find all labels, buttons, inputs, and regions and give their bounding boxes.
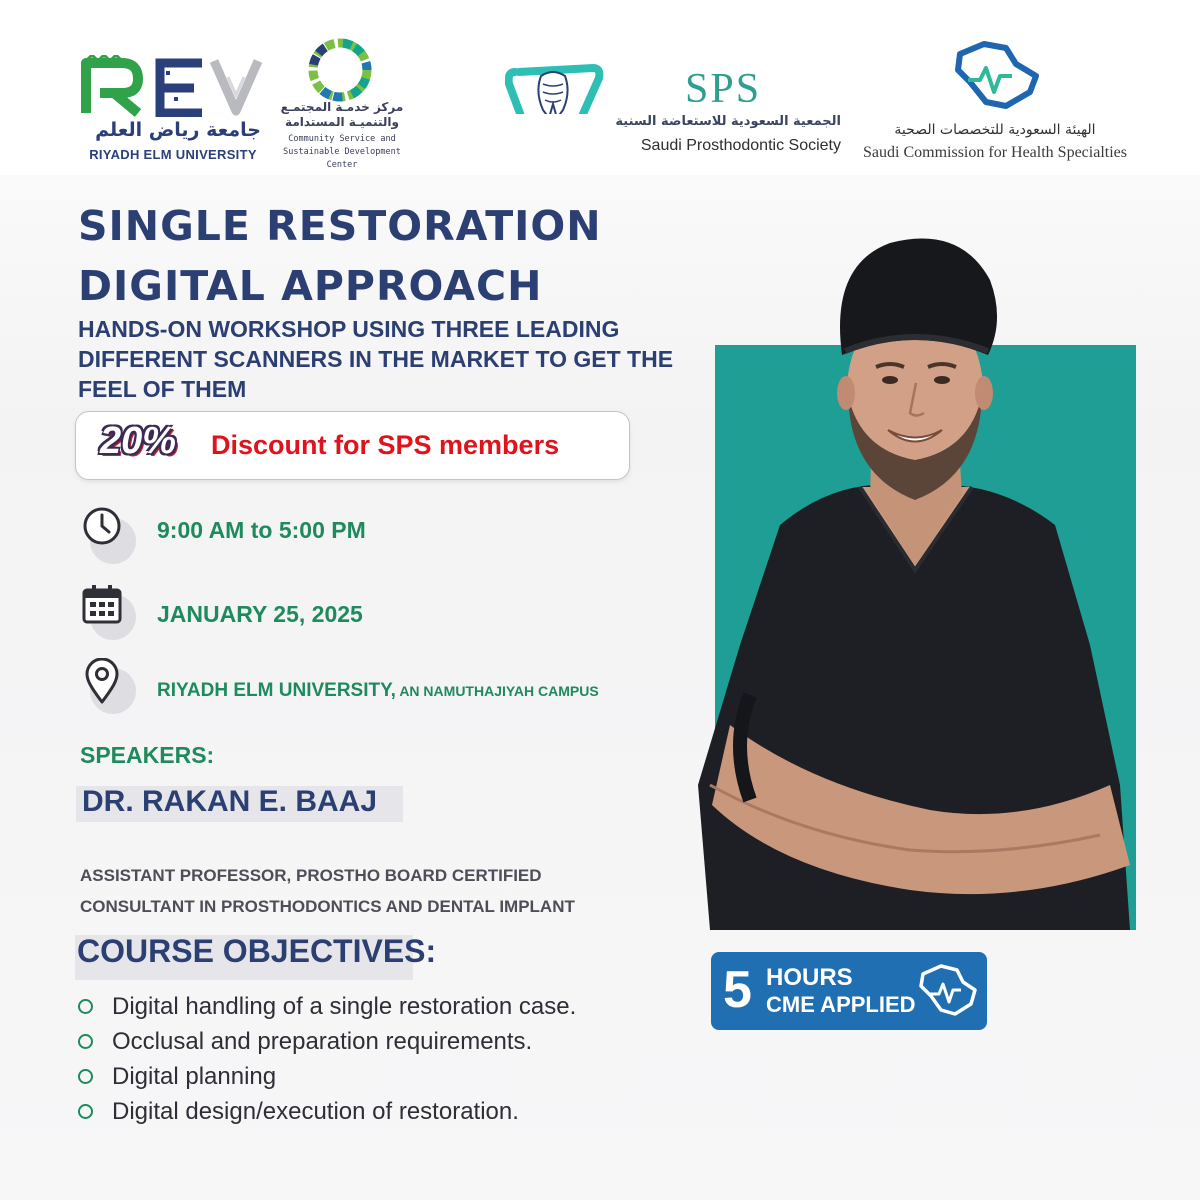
list-item <box>75 1095 576 1130</box>
riyadh-elm-university-logo <box>78 55 268 165</box>
discount-banner <box>75 411 630 480</box>
community-service-center-logo <box>272 38 412 168</box>
bullet-circle-icon <box>78 1034 93 1049</box>
sps-english-name: Saudi Prosthodontic Society <box>640 137 841 154</box>
sps-arabic-name: الجمعية السعودية للاستعاضة السنية <box>615 114 841 129</box>
csdc-english-line-2: Sustainable Development Center <box>283 147 401 170</box>
objective-text: Digital design/execution of restoration. <box>112 1098 519 1125</box>
objective-text: Digital handling of a single restoration case. <box>112 993 577 1020</box>
speaker-photo <box>690 225 1145 930</box>
scfhs-logo <box>850 40 1145 170</box>
csdc-arabic-line-2: والتنميـة المستدامة <box>285 115 399 129</box>
list-item <box>75 1060 576 1095</box>
rev-arabic-name: جامعة رياض العلم <box>95 119 261 141</box>
csdc-english-name <box>272 133 412 172</box>
location-campus: AN NAMUTHAJIYAH CAMPUS <box>395 683 599 699</box>
page-title <box>78 196 698 316</box>
scfhs-english-name: Saudi Commission for Health Specialties <box>863 144 1127 161</box>
saudi-prosthodontic-society-logo <box>505 62 845 162</box>
bullet-circle-icon <box>78 1104 93 1119</box>
csdc-arabic-name <box>272 100 412 130</box>
bullet-circle-icon <box>78 1069 93 1084</box>
sps-mark-icon <box>505 62 845 114</box>
list-item <box>75 990 576 1025</box>
event-location <box>157 680 599 702</box>
objective-text: Digital planning <box>112 1063 277 1090</box>
event-time: 9:00 AM to 5:00 PM <box>157 517 366 543</box>
rev-mark-icon <box>78 55 268 117</box>
event-date: JANUARY 25, 2025 <box>157 601 363 627</box>
title-line-1: SINGLE RESTORATION <box>78 202 602 250</box>
objectives-heading: COURSE OBJECTIVES: <box>77 933 437 969</box>
saudi-map-heartbeat-icon <box>950 40 1042 114</box>
cme-applied-label: CME APPLIED <box>766 992 916 1017</box>
speaker-bio-line-2: CONSULTANT IN PROSTHODONTICS AND DENTAL IMPLANT <box>80 897 575 916</box>
colorful-ring-icon <box>308 38 372 102</box>
cme-hours-number: 5 <box>723 961 752 1019</box>
title-line-2: DIGITAL APPROACH <box>78 262 543 310</box>
objective-text: Occlusal and preparation requirements. <box>112 1028 533 1055</box>
location-main: RIYADH ELM UNIVERSITY, <box>157 680 396 701</box>
scfhs-arabic-name: الهيئة السعودية للتخصصات الصحية <box>894 122 1096 138</box>
objectives-list <box>75 990 576 1130</box>
list-item <box>75 1025 576 1060</box>
svg-text:SPS: SPS <box>685 66 762 112</box>
bullet-circle-icon <box>78 999 93 1014</box>
cme-badge <box>711 952 987 1030</box>
saudi-map-heartbeat-icon <box>917 962 979 1020</box>
workshop-subtitle: HANDS-ON WORKSHOP USING THREE LEADING DIFFERENT SCANNERS IN THE MARKET TO GET THE FEEL OF THEM <box>78 316 674 402</box>
cme-hours-label: HOURS <box>766 964 853 991</box>
speaker-bio-line-1: ASSISTANT PROFESSOR, PROSTHO BOARD CERTIFIED <box>80 866 542 885</box>
discount-text: Discount for SPS members <box>211 430 560 460</box>
rev-english-name: RIYADH ELM UNIVERSITY <box>89 147 257 162</box>
speakers-label: SPEAKERS: <box>80 742 215 768</box>
discount-percent: 20% <box>100 420 177 462</box>
speaker-bio <box>80 860 700 922</box>
csdc-english-line-1: Community Service and <box>288 134 396 144</box>
csdc-arabic-line-1: مركز خدمـة المجتمـع <box>280 100 404 114</box>
speaker-name: DR. RAKAN E. BAAJ <box>82 785 378 818</box>
